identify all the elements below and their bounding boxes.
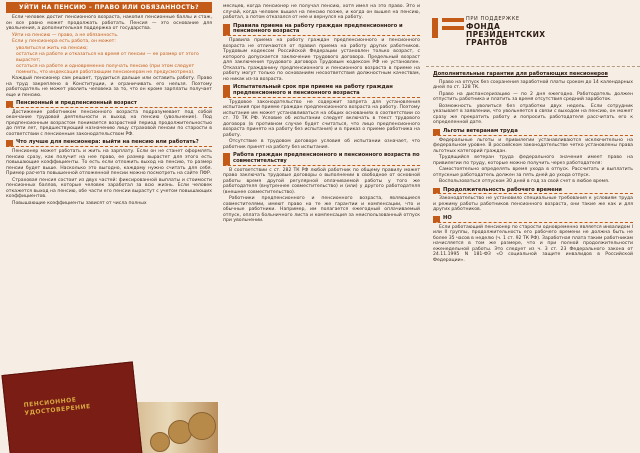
section-hiring-rules-text: Правила приема на работу граждан предпенсионного и пенсионного возраста не отличаются от правил приема на работу других работников. Трудовым кодексом Российской Федерации установлен только возраст, с которого допускается заключение трудового договора. Предельный возраст для заключения трудового договора Трудовым кодексом РФ не установлен. Отказать гражданину предпенсионного и пенсионного возраста в приеме на работу могут только по основаниям несоответствия должностным качествам, но никак из-за возраста. bbox=[223, 38, 420, 82]
coin-shape bbox=[188, 412, 216, 440]
section-veterans-title: Льготы ветеранам труда bbox=[433, 129, 633, 136]
pension-certificate-title: ПЕНСИОННОЕ УДОСТОВЕРЕНИЕ bbox=[23, 396, 92, 417]
section-working-hours-text: Законодательство не установило специальные требования к условиям труда и режиму работы работников пенсионного возраста, они такие же как и для других работников. bbox=[433, 196, 633, 213]
section-pension-age-text: Достижение работником пенсионного возраста подразумевает под собой окончание трудовой деятельности и выход на пенсию (увольнение). Под предпенсионным возрастом понимается возрастной период продолжительностью до пяти лет, предшествующий назначению лицу страховой пенсии по старости в соответствии с пенсионным законодательством РФ. bbox=[6, 109, 212, 137]
section-probation-title: Испытательный срок при приеме на работу граждан предпенсионного и пенсионного возраста bbox=[223, 85, 420, 98]
left-column bbox=[0, 0, 218, 453]
section-veterans-text-3: Самостоятельно определять время ухода в отпуск. Рассчитать и выплатить отпускные работодатель должен за пять дней до ухода отпуск. bbox=[433, 167, 633, 178]
pension-certificate-image bbox=[1, 361, 142, 453]
logo-caption: ПРИ ПОДДЕРЖКЕ bbox=[466, 16, 520, 22]
section-part-time-text-2: Работники предпенсионного и пенсионного возраста, являющиеся совместителями, имеют право на те же гарантии и компенсации, что и обычные работники. Например, им полагается ежегодный оплачиваемый отпуск, оплата больничного листа и компенсация за неиспользованный отпуск при увольнении. bbox=[223, 196, 420, 224]
section-work-or-retire-text-3: Повышающие коэффициенты зависят от числа полных bbox=[12, 200, 147, 206]
section-part-time-text-1: В соответствии с ст. 282 ТК РФ любой работник по общему правилу может право заключать трудовые договоры о выполнении в свободное от основной работы время другой регулярной оплачиваемой работы у того же работодателя (внутреннее совместительство) и (или) у другого работодателя (внешнее совместительство). bbox=[223, 167, 420, 195]
section-veterans-text-2: Трудящийся ветеран труда федерального значения имеет право на привилегии по труду, которые можно получить через работодателя: bbox=[433, 155, 633, 166]
choice-title: Уйти на пенсию — право, а не обязанность. bbox=[12, 32, 119, 38]
choice-item-3: остаться на работе и одновременно получать пенсию (при этом следует помнить, что индексация работающим пенсионерам не предусмотрена). bbox=[16, 64, 195, 75]
logo-title: ФОНДА ПРЕЗИДЕНТСКИХ ГРАНТОВ bbox=[466, 22, 546, 47]
section-work-or-retire-text-2: Страховая пенсия состоит из двух частей: фиксированной выплаты и стоимости пенсионных баллов, которые человек заработал за всю жизнь. Если человек откажется выход на пенсию, обе части его пенсии вырастут с учетом повышающих коэффициентов. bbox=[6, 177, 212, 200]
section-part-time-title: Работа граждан предпенсионного и пенсионного возраста по совместительству bbox=[223, 153, 420, 166]
section-hiring-rules-title: Правила приема на работу граждан предпенсионного и пенсионного возраста bbox=[223, 24, 420, 37]
intro-paragraph: Если человек достиг пенсионного возраста, накопил пенсионные баллы и стаж, он все равно может продолжать работать. Пенсия — это основание для увольнения, а дополнительная поддержка от государства. bbox=[6, 15, 212, 31]
coin-shape bbox=[150, 432, 170, 452]
choice-item-1: уволиться и жить на пенсию; bbox=[16, 45, 88, 51]
section-but-title: НО bbox=[433, 216, 633, 223]
section-guarantees-text-1: Право на отпуск без сохранения заработной платы сроком до 14 календарных дней по ст. 128 ТК. bbox=[433, 79, 633, 91]
section-veterans-text-1: Федеральные льготы и привилегии устанавливаются исключительно на федеральном уровне. В российском законодательстве четко установлены права льготных категорий граждан. bbox=[433, 137, 633, 154]
section-guarantees-text-2: Право на диспансеризацию — по 2 дня ежегодно. Работодатель должен отпустить работника и платить за время отсутствия средний заработок. bbox=[433, 91, 633, 103]
section-pension-age-title: Пенсионный и предпенсионный возраст bbox=[6, 101, 212, 108]
section-but-text: Если работающий пенсионер по старости одновременно является инвалидом I или II группы, продолжительность его рабочего времени не должна быть не более 35 часов в неделю (ч. 1 ст. 92 ТК РФ). Заработная плата таким работникам начисляется в том же размере, что и при полной продолжительности еженедельной работы. Это следует из ч. 3 ст. 23 Федерального закона от 24.11.1995 N 181-ФЗ «О социальной защите инвалидов в Российской Федерации». bbox=[433, 224, 633, 263]
section-work-or-retire-title: Что лучше для пенсионера: выйти на пенсию или работать? bbox=[6, 140, 212, 147]
section-work-or-retire-text-1: Пенсионер может работать и жить на зарплату. Если он не станет оформлять пенсию сразу, как получит на нее право, ее размер вырастет для этого есть повышающие коэффициенты. То есть если отложить выход на пенсию, то размер пенсии будет выше. Насколько это выгодно, каждому нужно считать для себя. Пример расчета повышенной отложенной пенсии можно посмотреть на сайте ПФР. bbox=[6, 149, 212, 177]
section-guarantees-title: Дополнительные гарантии для работающих пенсионеров bbox=[433, 71, 608, 77]
section-probation-text-2: Отсутствие в трудовом договоре условия об испытании означает, что работник принят на работу без испытания. bbox=[223, 139, 420, 150]
middle-column bbox=[219, 0, 425, 453]
section-header-bar: УЙТИ НА ПЕНСИЮ – ПРАВО ИЛИ ОБЯЗАННОСТЬ? bbox=[6, 2, 212, 13]
section-probation-text-1: Трудовое законодательство не содержит запрета для установления испытания при приеме граждан предпенсионного возраста на работу. Поэтому испытание им может устанавливаться на общих основаниях в соответствии со ст. 70 ТК РФ. Условие об испытании следует включать в текст трудового договора (в противном случае будет считаться, что лицо предпенсионного возраста принято на работу без испытания) и в приказ о приеме работника на работу. bbox=[223, 99, 420, 138]
grant-fund-logo bbox=[426, 0, 640, 67]
right-column bbox=[426, 0, 640, 453]
choice-question: Если у пенсионера есть работа, он может: bbox=[12, 39, 116, 44]
choice-note: Каждый пенсионер сам решает, трудиться дальше или оставить работу. Право на труд закреплено в Конституции, и ограничивать его нельзя. Поэтому работодатель не может уволить человека за то, что он кроме зарплаты получает еще и пенсию. bbox=[6, 76, 212, 98]
logo-mark-icon bbox=[432, 18, 464, 38]
choice-item-2: остаться на работе и отказаться на время от пенсии — ее размер от этого вырастет; bbox=[16, 52, 199, 63]
section-guarantees-text-3: Возможность уволиться без отработки двух недель. Если сотрудник указывает в заявлении, что увольняется в связи с выходом на пенсию, он может сразу же прекратить работу и попросить работодателя рассчитать его к определенной дате. bbox=[433, 103, 633, 126]
continuation-paragraph: месяцев, когда пенсионер не получал пенсию, хотя имел на это право. Это и случай, когда человек вышел на пенсию позже, и когда он вышел на пенсию, работал, а потом отказался от нее и вернулся на работу. bbox=[223, 4, 420, 20]
section-working-hours-title: Продолжительность рабочего времени bbox=[433, 188, 633, 195]
section-veterans-text-4: Воспользоваться отпуском 30 дней в год за свой счет в любое время. bbox=[439, 179, 610, 185]
